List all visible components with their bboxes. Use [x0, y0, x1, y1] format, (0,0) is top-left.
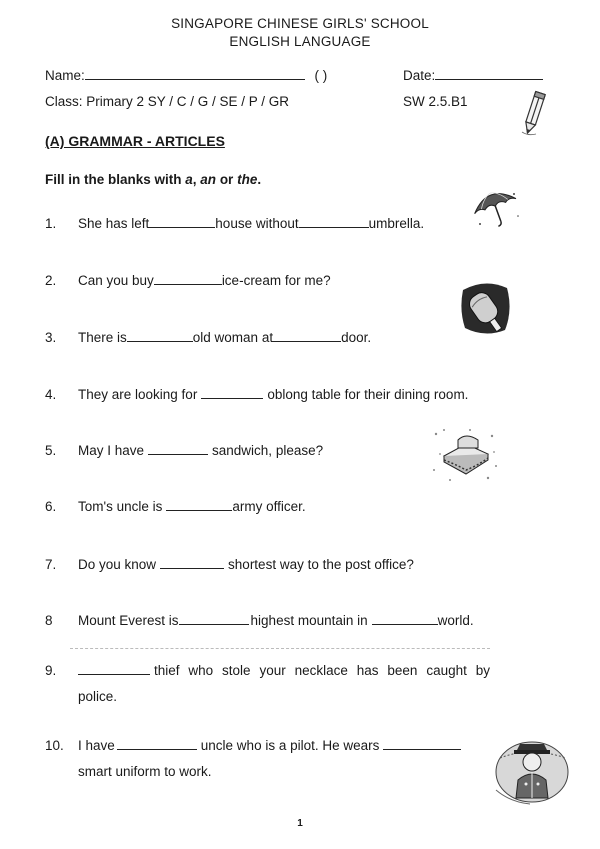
question-number: 10. [45, 738, 64, 753]
page-number: 1 [297, 818, 303, 829]
pilot-icon [490, 728, 572, 808]
question-number: 9. [45, 663, 57, 678]
answer-blank[interactable] [166, 499, 232, 511]
question-4: They are looking for oblong table for their dining room. [78, 387, 469, 402]
answer-blank[interactable] [372, 613, 438, 625]
answer-blank[interactable] [117, 738, 197, 750]
answer-blank[interactable] [273, 330, 341, 342]
question-6: Tom's uncle is army officer. [78, 499, 306, 514]
option-a: a [185, 172, 193, 187]
answer-blank[interactable] [383, 738, 461, 750]
date-row [403, 68, 543, 83]
sheet-code: SW 2.5.B1 [403, 94, 468, 109]
question-number: 7. [45, 557, 57, 572]
question-9: thief who stole your necklace has been caught by [78, 663, 490, 678]
question-number: 5. [45, 443, 57, 458]
question-7: Do you know shortest way to the post office? [78, 557, 414, 572]
umbrella-icon [468, 186, 524, 230]
answer-blank[interactable] [78, 663, 150, 675]
question-9-line-2: police. [78, 689, 118, 704]
question-3: There is old woman at door. [78, 330, 372, 345]
question-10-line-2: smart uniform to work. [78, 764, 212, 779]
option-an: an [200, 172, 217, 187]
scan-artifact-line [70, 648, 490, 649]
answer-blank[interactable] [127, 330, 193, 342]
date-blank[interactable] [435, 68, 543, 80]
name-row [45, 68, 327, 83]
question-number: 8 [45, 613, 53, 628]
answer-blank[interactable] [149, 216, 215, 228]
question-2: Can you buy ice-cream for me? [78, 273, 331, 288]
instruction: Fill in the blanks with a, an or the. [45, 172, 262, 187]
date-label: Date: [403, 68, 436, 83]
answer-blank[interactable] [154, 273, 222, 285]
sandwich-icon [430, 426, 500, 484]
question-number: 4. [45, 387, 57, 402]
pencil-icon [518, 88, 550, 138]
section-title: (A) GRAMMAR - ARTICLES [45, 133, 225, 149]
ice-cream-icon [455, 280, 515, 338]
register-number-paren: ( ) [314, 68, 328, 83]
question-5: May I have sandwich, please? [78, 443, 324, 458]
answer-blank[interactable] [160, 557, 224, 569]
answer-blank[interactable] [179, 613, 249, 625]
class-label: Class: Primary 2 SY / C / G / SE / P / GR [45, 94, 290, 109]
answer-blank[interactable] [299, 216, 369, 228]
answer-blank[interactable] [201, 387, 263, 399]
question-number: 2. [45, 273, 57, 288]
subject-title: ENGLISH LANGUAGE [229, 34, 371, 49]
answer-blank[interactable] [148, 443, 208, 455]
option-the: the [237, 172, 258, 187]
name-blank[interactable] [85, 68, 305, 80]
question-number: 3. [45, 330, 57, 345]
name-label: Name: [45, 68, 85, 83]
question-10: I have uncle who is a pilot. He wears [78, 738, 461, 753]
question-1: She has left house without umbrella. [78, 216, 425, 231]
question-8: Mount Everest is highest mountain in world. [78, 613, 474, 628]
school-name: SINGAPORE CHINESE GIRLS' SCHOOL [171, 16, 429, 31]
question-number: 1. [45, 216, 57, 231]
question-number: 6. [45, 499, 57, 514]
